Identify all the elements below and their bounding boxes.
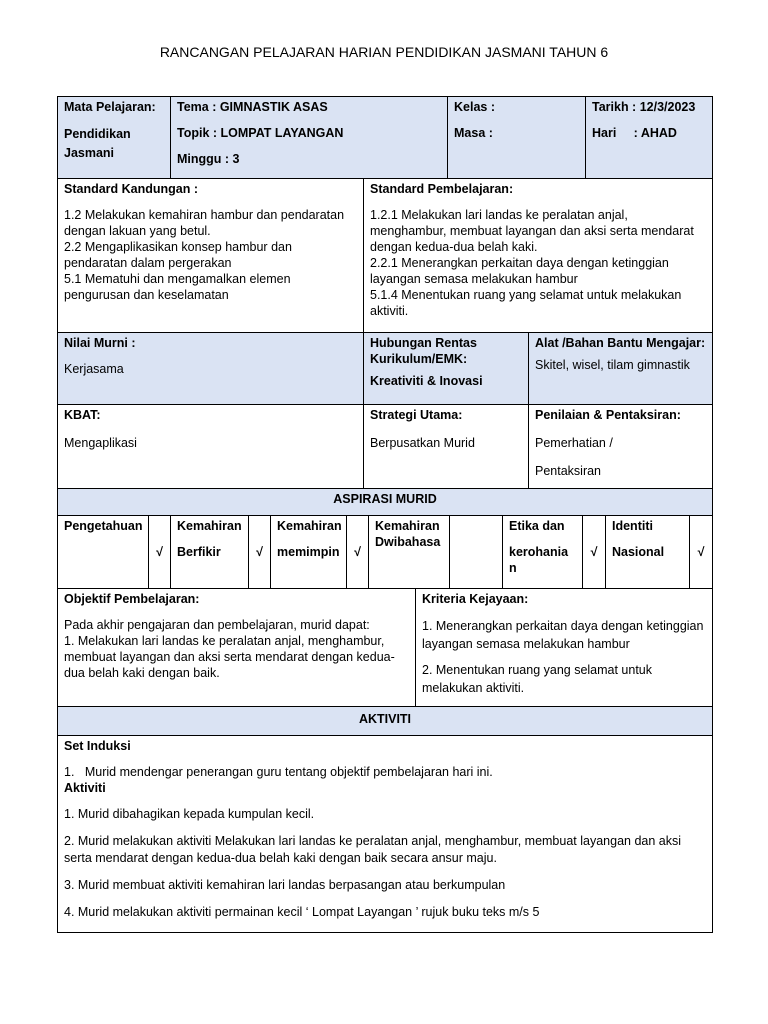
minggu: Minggu : 3 [177, 152, 240, 166]
aspirasi-header: ASPIRASI MURID [57, 488, 713, 516]
kbat-label: KBAT: [64, 408, 101, 422]
standard-kandungan-label: Standard Kandungan : [64, 182, 199, 196]
aktiviti-item: 4. Murid melakukan aktiviti permainan kecil ‘ Lompat Layangan ’ rujuk buku teks m/s 5 [64, 905, 540, 919]
alat-value: Skitel, wisel, tilam gimnastik [535, 358, 690, 372]
aspirasi-label: Identiti [612, 519, 653, 533]
nilai-murni-label: Nilai Murni : [64, 336, 136, 350]
objektif-item: 1. Melakukan lari landas ke peralatan anjal, menghambur, membuat layangan dan aksi serta mendarat dengan kedua-dua belah kaki dengan baik. [64, 634, 395, 680]
document-title: RANCANGAN PELAJARAN HARIAN PENDIDIKAN JASMANI TAHUN 6 [159, 44, 609, 60]
aspirasi-pengetahuan [57, 515, 149, 589]
standard-pembelajaran-cell [363, 178, 713, 333]
set-induksi-label: Set Induksi [64, 739, 131, 753]
aspirasi-check [449, 515, 503, 589]
nilai-murni-value: Kerjasama [64, 362, 124, 376]
topik: Topik : LOMPAT LAYANGAN [177, 126, 344, 140]
aspirasi-label: Kemahiran [375, 519, 440, 533]
pembelajaran-line: 5.1.4 Menentukan ruang yang selamat untuk melakukan aktiviti. [370, 288, 682, 318]
pembelajaran-line: 1.2.1 Melakukan lari landas ke peralatan anjal, menghambur, membuat layangan dan aksi serta mendarat dengan kedua-dua belah kaki. [370, 208, 694, 254]
aspirasi-check: √ [582, 515, 606, 589]
pembelajaran-line: 2.2.1 Menerangkan perkaitan daya dengan ketinggian layangan semasa melakukan hambur [370, 256, 669, 286]
tema-cell [170, 96, 448, 179]
mata-pelajaran-cell [57, 96, 171, 179]
kriteria-cell [415, 588, 713, 707]
penilaian-cell [528, 404, 713, 489]
penilaian-value-2: Pentaksiran [535, 464, 602, 478]
kelas-cell [447, 96, 586, 179]
hari: Hari : AHAD [592, 126, 677, 140]
aktiviti-item: 2. Murid melakukan aktiviti Melakukan lari landas ke peralatan anjal, menghambur, membuat layangan dan aksi serta mendarat dengan kedua-dua belah kaki dengan baik secara ansur maju. [64, 834, 682, 865]
aspirasi-check: √ [689, 515, 713, 589]
aktiviti-header: AKTIVITI [57, 706, 713, 736]
standard-pembelajaran-label: Standard Pembelajaran: [370, 182, 514, 196]
penilaian-value-1: Pemerhatian / [535, 436, 613, 450]
aspirasi-label: Kemahiran [277, 519, 342, 533]
aspirasi-label: Berfikir [177, 545, 221, 559]
aspirasi-label: Pengetahuan [64, 519, 143, 533]
objektif-intro: Pada akhir pengajaran dan pembelajaran, murid dapat: [64, 618, 370, 632]
kandungan-line: 2.2 Mengaplikasikan konsep hambur dan pendaratan dalam pergerakan [64, 240, 292, 270]
aktiviti-label: Aktiviti [64, 781, 106, 795]
kandungan-line: 1.2 Melakukan kemahiran hambur dan pendaratan dengan lakuan yang betul. [64, 208, 345, 238]
strategi-label: Strategi Utama: [370, 408, 463, 422]
objektif-cell [57, 588, 416, 707]
standard-kandungan-cell [57, 178, 364, 333]
aspirasi-kemahiran-berfikir [170, 515, 249, 589]
mata-pelajaran-value: Pendidikan Jasmani [64, 127, 131, 160]
aspirasi-label: memimpin [277, 545, 340, 559]
kbat-value: Mengaplikasi [64, 436, 137, 450]
aspirasi-label: Dwibahasa [375, 535, 441, 549]
mata-pelajaran-label: Mata Pelajaran: [64, 100, 156, 114]
kriteria-item: 2. Menentukan ruang yang selamat untuk melakukan aktiviti. [422, 663, 653, 695]
kriteria-label: Kriteria Kejayaan: [422, 592, 529, 606]
objektif-label: Objektif Pembelajaran: [64, 592, 200, 606]
hubungan-label: Hubungan Rentas Kurikulum/EMK: [370, 336, 477, 366]
tarikh-cell [585, 96, 713, 179]
aktiviti-cell [57, 735, 713, 933]
aspirasi-etika [502, 515, 583, 589]
aspirasi-check: √ [148, 515, 171, 589]
aktiviti-item: 1. Murid dibahagikan kepada kumpulan kecil. [64, 807, 315, 821]
kbat-cell [57, 404, 364, 489]
set-induksi-item: 1. Murid mendengar penerangan guru tentang objektif pembelajaran hari ini. [64, 765, 493, 779]
kandungan-line: 5.1 Mematuhi dan mengamalkan elemen pengurusan dan keselamatan [64, 272, 291, 302]
hubungan-value: Kreativiti & Inovasi [370, 374, 483, 388]
alat-label: Alat /Bahan Bantu Mengajar: [535, 336, 706, 350]
hubungan-cell [363, 332, 529, 405]
aspirasi-label: kerohania n [509, 545, 569, 575]
alat-cell [528, 332, 713, 405]
tema: Tema : GIMNASTIK ASAS [177, 100, 328, 114]
aspirasi-kemahiran-memimpin [270, 515, 347, 589]
strategi-value: Berpusatkan Murid [370, 436, 475, 450]
aspirasi-label: Nasional [612, 545, 665, 559]
aspirasi-label: Etika dan [509, 519, 565, 533]
strategi-cell [363, 404, 529, 489]
aspirasi-kemahiran-dwibahasa [368, 515, 450, 589]
aspirasi-label: Kemahiran [177, 519, 242, 533]
masa: Masa : [454, 126, 493, 140]
kelas: Kelas : [454, 100, 495, 114]
aktiviti-item: 3. Murid membuat aktiviti kemahiran lari landas berpasangan atau berkumpulan [64, 878, 506, 892]
tarikh: Tarikh : 12/3/2023 [592, 100, 696, 114]
aspirasi-identiti [605, 515, 690, 589]
aspirasi-check: √ [248, 515, 271, 589]
nilai-murni-cell [57, 332, 364, 405]
kriteria-item: 1. Menerangkan perkaitan daya dengan ketinggian layangan semasa melakukan hambur [422, 619, 704, 651]
penilaian-label: Penilaian & Pentaksiran: [535, 408, 681, 422]
aspirasi-check: √ [346, 515, 369, 589]
